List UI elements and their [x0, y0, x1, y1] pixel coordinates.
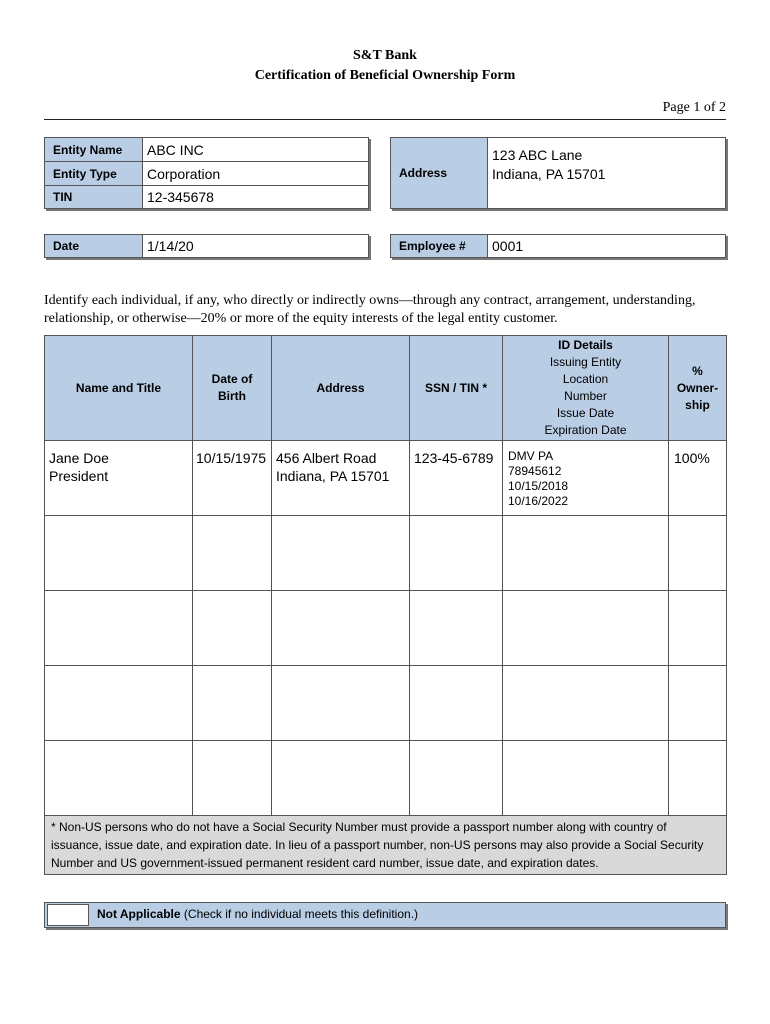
header-name-title: Name and Title [45, 336, 193, 441]
empty-cell[interactable] [410, 516, 503, 591]
table-row-empty [45, 741, 727, 816]
empty-cell[interactable] [193, 591, 272, 666]
empty-cell[interactable] [503, 591, 669, 666]
page-number: Page 1 of 2 [662, 100, 726, 115]
owner-dob: 10/15/1975 [196, 450, 267, 466]
owner-address-line2: Indiana, PA 15701 [276, 468, 390, 484]
header-id-number: Number [564, 389, 607, 403]
header-divider [44, 119, 726, 120]
owner-ownership-cell[interactable] [669, 441, 727, 516]
not-applicable-checkbox[interactable] [47, 904, 89, 926]
owner-address-line1: 456 Albert Road [276, 450, 377, 466]
owner-id-entity: DMV PA [508, 449, 554, 463]
owner-ssn: 123-45-6789 [414, 450, 494, 466]
owner-dob-cell[interactable] [193, 441, 272, 516]
empty-cell[interactable] [272, 666, 410, 741]
empty-cell[interactable] [503, 516, 669, 591]
owner-id-issue: 10/15/2018 [508, 479, 569, 493]
header-id-expiration: Expiration Date [544, 423, 627, 437]
address-label: Address [391, 138, 488, 208]
date-label: Date [45, 235, 143, 257]
header-id-details [503, 336, 669, 441]
header-own-line1: % [692, 363, 703, 378]
employee-field[interactable]: 0001 [492, 238, 524, 254]
owner-address-cell[interactable] [272, 441, 410, 516]
empty-cell[interactable] [272, 741, 410, 816]
owner-id-expiration: 10/16/2022 [508, 494, 569, 508]
tin-field[interactable]: 12-345678 [147, 189, 214, 205]
empty-cell[interactable] [272, 591, 410, 666]
form-title: Certification of Beneficial Ownership Form [254, 68, 516, 83]
address-line-2: Indiana, PA 15701 [492, 166, 606, 182]
owner-id-number: 78945612 [508, 464, 562, 478]
header-id-title: ID Details [558, 338, 613, 352]
bank-name: S&T Bank [353, 48, 417, 63]
empty-cell[interactable] [503, 666, 669, 741]
not-applicable-label: Not Applicable [97, 907, 181, 921]
not-applicable-text [97, 907, 418, 921]
entity-name-field[interactable]: ABC INC [143, 138, 368, 162]
empty-cell[interactable] [193, 516, 272, 591]
header-id-location: Location [562, 372, 609, 386]
footnote-row [45, 816, 727, 875]
employee-box [390, 234, 726, 258]
empty-cell[interactable] [45, 741, 193, 816]
header-own-line3: ship [685, 397, 710, 412]
empty-cell[interactable] [669, 516, 727, 591]
beneficial-owners-table [44, 335, 727, 875]
header-id-issue: Issue Date [556, 406, 615, 420]
owner-ssn-cell[interactable] [410, 441, 503, 516]
empty-cell[interactable] [503, 741, 669, 816]
owner-name: Jane Doe [49, 450, 109, 466]
empty-cell[interactable] [45, 591, 193, 666]
employee-label: Employee # [391, 235, 488, 257]
table-row-empty [45, 516, 727, 591]
table-row-empty [45, 591, 727, 666]
table-row [45, 441, 727, 516]
empty-cell[interactable] [669, 741, 727, 816]
tin-label: TIN [45, 186, 143, 208]
not-applicable-bar [44, 902, 726, 928]
header-id-entity: Issuing Entity [549, 355, 622, 369]
header-dob [193, 336, 272, 441]
owner-title: President [49, 468, 109, 484]
header-address: Address [272, 336, 410, 441]
address-line-1: 123 ABC Lane [492, 147, 583, 163]
header-ownership [669, 336, 727, 441]
empty-cell[interactable] [669, 666, 727, 741]
header-own-line2: Owner- [676, 380, 719, 395]
owner-id-cell[interactable] [503, 441, 669, 516]
entity-name-label: Entity Name [45, 138, 143, 162]
owner-ownership: 100% [674, 450, 710, 466]
not-applicable-note: (Check if no individual meets this definition.) [183, 907, 419, 921]
address-field[interactable] [492, 146, 722, 184]
entity-type-field[interactable]: Corporation [143, 162, 368, 186]
empty-cell[interactable] [193, 741, 272, 816]
header-ssn: SSN / TIN * [410, 336, 503, 441]
empty-cell[interactable] [410, 591, 503, 666]
empty-cell[interactable] [45, 666, 193, 741]
empty-cell[interactable] [272, 516, 410, 591]
address-box [390, 137, 726, 209]
empty-cell[interactable] [669, 591, 727, 666]
ssn-footnote: * Non-US persons who do not have a Social Security Number must provide a passport number along with country of issuance, issue date, and expiration date. In lieu of a passport number, non-US persons may also provide a Social Security Number and US government-issued permanent resident card number, issue date, and expiration dates. [45, 816, 727, 875]
entity-info-box [44, 137, 369, 209]
empty-cell[interactable] [410, 666, 503, 741]
date-box [44, 234, 369, 258]
empty-cell[interactable] [193, 666, 272, 741]
header-dob-line2: Birth [218, 389, 246, 403]
empty-cell[interactable] [410, 741, 503, 816]
table-row-empty [45, 666, 727, 741]
entity-type-label: Entity Type [45, 162, 143, 186]
instructions-text: Identify each individual, if any, who directly or indirectly owns—through any contract, arrangement, understanding, relationship, or otherwise—20% or more of the equity interests of the legal entity customer. [44, 293, 696, 326]
table-header-row [45, 336, 727, 441]
header-dob-line1: Date of [211, 372, 253, 386]
date-field[interactable]: 1/14/20 [147, 238, 194, 254]
empty-cell[interactable] [45, 516, 193, 591]
owner-name-cell[interactable] [45, 441, 193, 516]
